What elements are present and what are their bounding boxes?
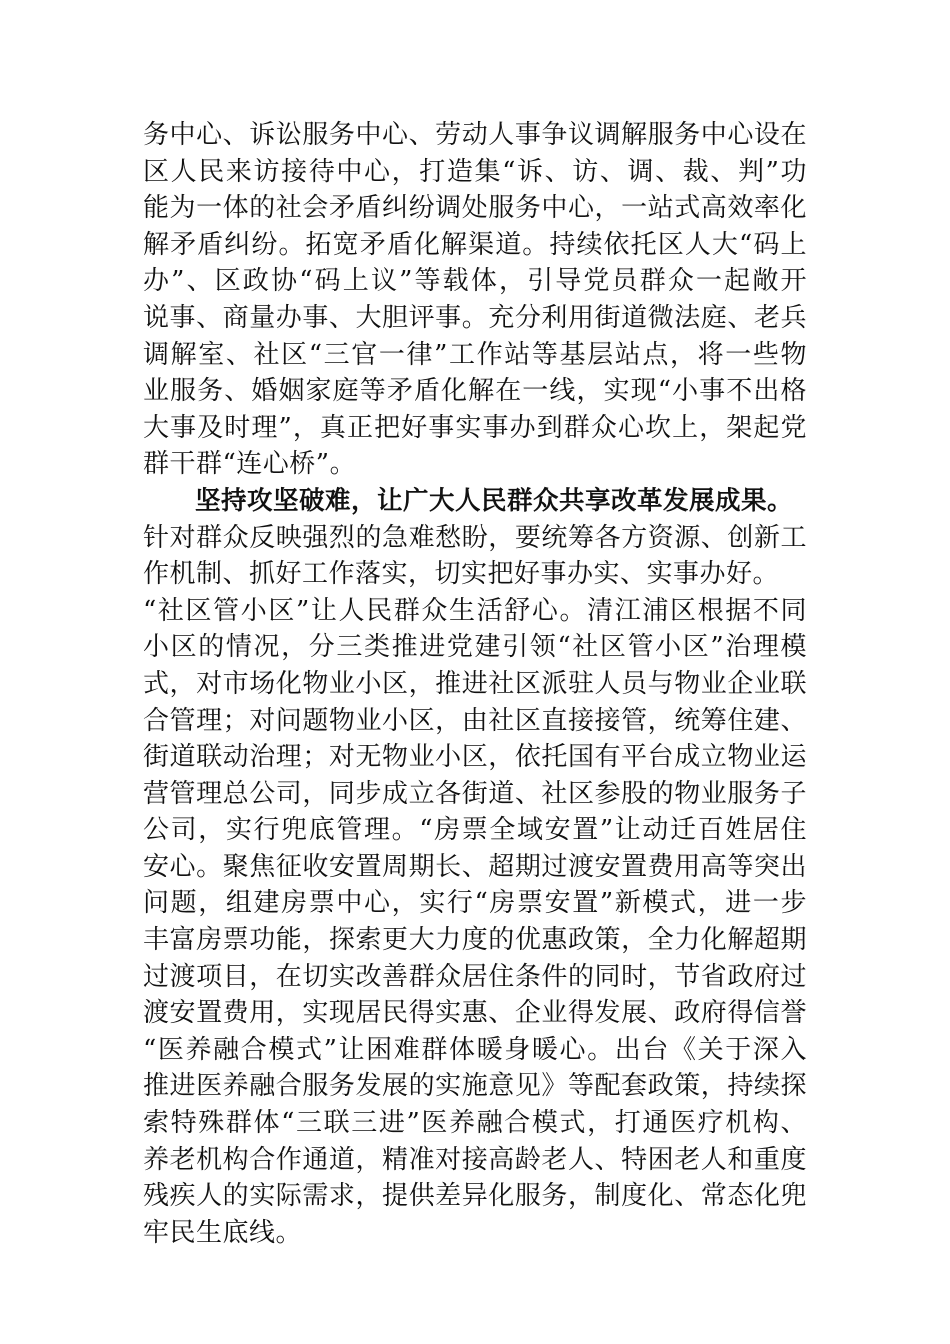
text-line: 能为一体的社会矛盾纠纷调处服务中心，一站式高效率化: [143, 193, 807, 224]
text-line: 说事、商量办事、大胆评事。充分利用街道微法庭、老兵: [143, 302, 807, 333]
section-heading: [143, 483, 807, 520]
text-line: 街道联动治理；对无物业小区，依托国有平台成立物业运: [143, 742, 807, 773]
text-line: 推进医养融合服务发展的实施意见》等配套政策，持续探: [143, 1071, 807, 1102]
text-line: 问题，组建房票中心，实行“房票安置”新模式，进一步: [143, 888, 807, 919]
document-body: [143, 117, 807, 1251]
text-line: 索特殊群体“三联三进”医养融合模式，打通医疗机构、: [143, 1108, 807, 1139]
text-line: 群干群“连心桥”。: [143, 449, 357, 480]
text-line: 合管理；对问题物业小区，由社区直接接管，统筹住建、: [143, 705, 807, 736]
text-line: 区人民来访接待中心，打造集“诉、访、调、裁、判”功: [143, 156, 807, 187]
text-line: 务中心、诉讼服务中心、劳动人事争议调解服务中心设在: [143, 120, 807, 150]
text-line: 大事及时理”，真正把好事实事办到群众心坎上，架起党: [143, 412, 807, 443]
text-line: 作机制、抓好工作落实，切实把好事办实、实事办好。: [143, 559, 780, 590]
text-line: 业服务、婚姻家庭等矛盾化解在一线，实现“小事不出格: [143, 376, 807, 407]
text-line: 小区的情况，分三类推进党建引领“社区管小区”治理模: [143, 632, 807, 663]
paragraph-community-mediation: [143, 117, 807, 483]
text-line: 调解室、社区“三官一律”工作站等基层站点，将一些物: [143, 339, 807, 370]
text-line: 丰富房票功能，探索更大力度的优惠政策，全力化解超期: [143, 925, 807, 956]
text-line: 解矛盾纠纷。拓宽矛盾化解渠道。持续依托区人大“码上: [143, 229, 807, 260]
text-line: 安心。聚焦征收安置周期长、超期过渡安置费用高等突出: [143, 851, 807, 882]
text-line: 针对群众反映强烈的急难愁盼，要统筹各方资源、创新工: [143, 522, 807, 553]
text-line: 营管理总公司，同步成立各街道、社区参股的物业服务子: [143, 778, 807, 809]
text-line: 养老机构合作通道，精准对接高龄老人、特困老人和重度: [143, 1144, 807, 1175]
text-line: 公司，实行兜底管理。“房票全域安置”让动迁百姓居住: [143, 815, 807, 846]
text-line: “医养融合模式”让困难群体暖身暖心。出台《关于深入: [143, 1034, 807, 1065]
text-line: 残疾人的实际需求，提供差异化服务，制度化、常态化兜: [143, 1181, 807, 1212]
text-line: 渡安置费用，实现居民得实惠、企业得发展、政府得信誉: [143, 998, 807, 1029]
text-line: 办”、区政协“码上议”等载体，引导党员群众一起敞开: [143, 266, 807, 297]
paragraph-shared-achievements: [143, 520, 807, 1252]
text-line: 过渡项目，在切实改善群众居住条件的同时，节省政府过: [143, 961, 807, 992]
heading-line: 坚持攻坚破难，让广大人民群众共享改革发展成果。: [195, 485, 794, 516]
text-line: “社区管小区”让人民群众生活舒心。清江浦区根据不同: [143, 595, 807, 626]
text-line: 牢民生底线。: [143, 1217, 303, 1248]
text-line: 式，对市场化物业小区，推进社区派驻人员与物业企业联: [143, 668, 807, 699]
